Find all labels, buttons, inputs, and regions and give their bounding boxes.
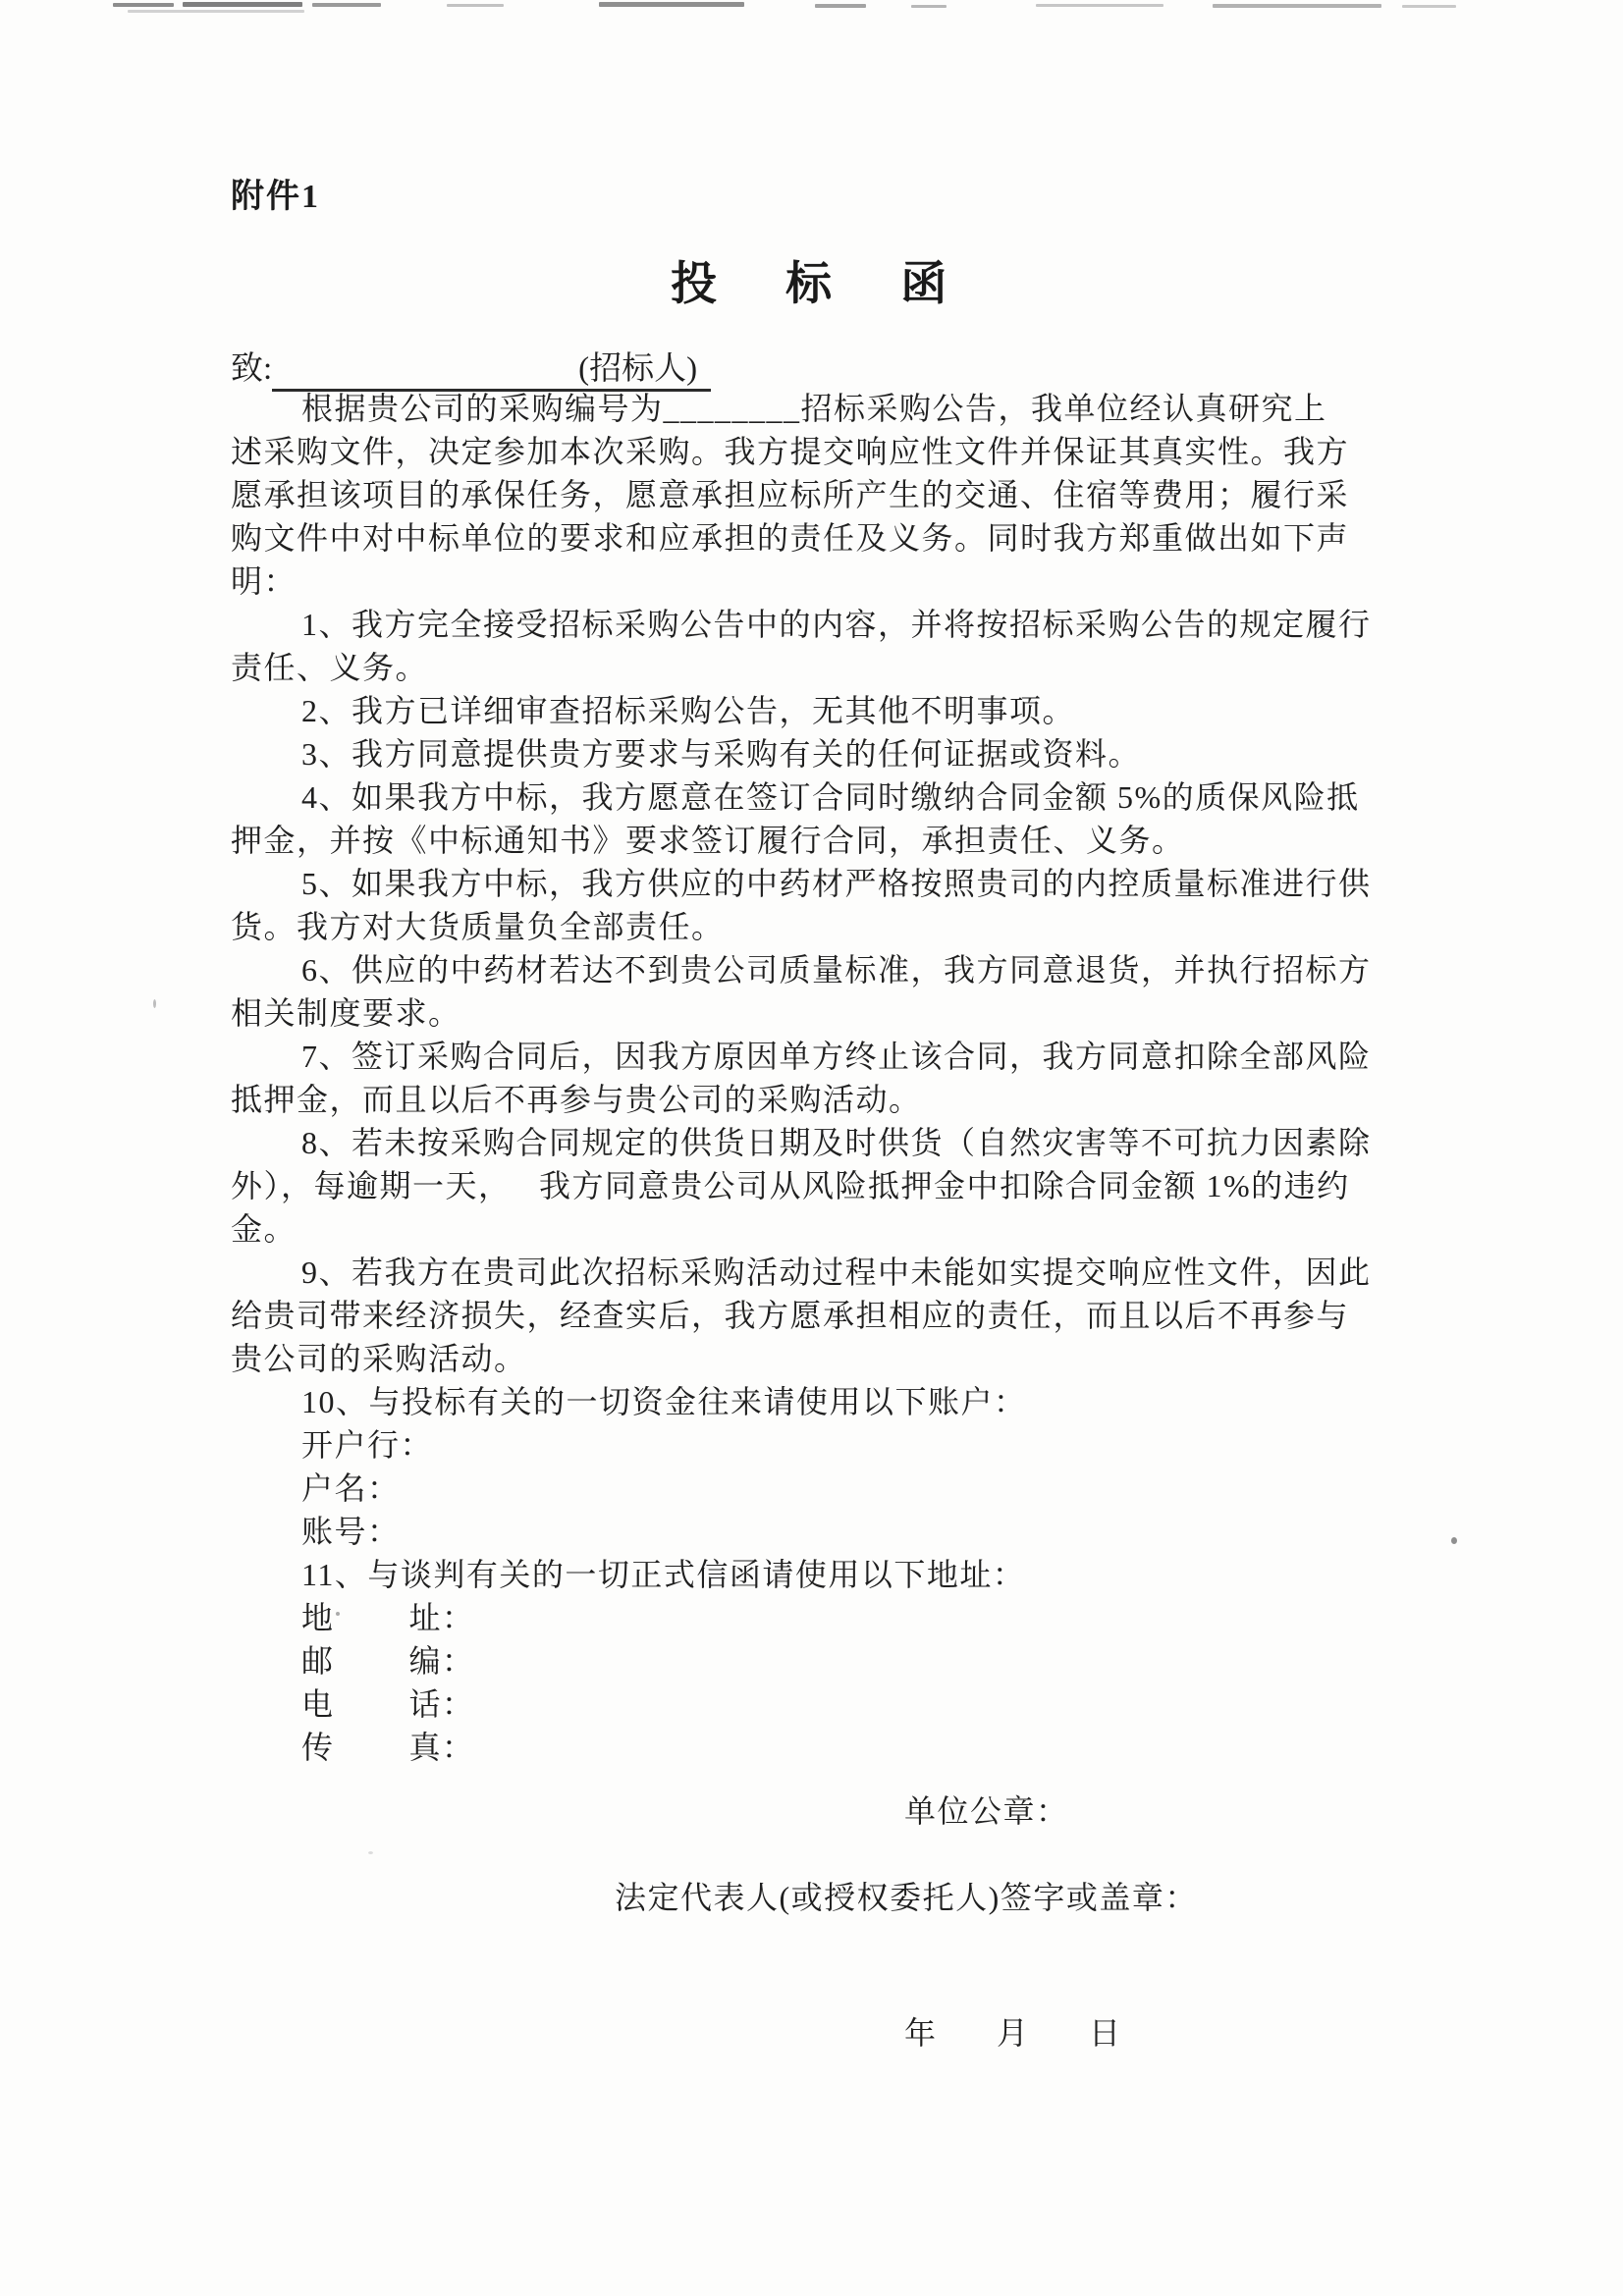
body-line: 押金，并按《中标通知书》要求签订履行合同，承担责任、义务。 [231, 823, 1185, 858]
body-line: 8、若未按采购合同规定的供货日期及时供货（自然灾害等不可抗力因素除 [301, 1125, 1372, 1160]
day-label: 日 [1089, 2015, 1121, 2051]
body-line: 10、与投标有关的一切资金往来请使用以下账户： [301, 1384, 1027, 1419]
body-line: 7、签订采购合同后，因我方原因单方终止该合同，我方同意扣除全部风险 [301, 1039, 1372, 1074]
month-label: 月 [997, 2015, 1029, 2051]
year-label: 年 [904, 2015, 937, 2051]
body-line: 传 真： [301, 1730, 475, 1765]
body-line: 外），每逾期一天， 我方同意贵公司从风险抵押金中扣除合同金额 1%的违约 [231, 1168, 1350, 1203]
body-line: 5、如果我方中标，我方供应的中药材严格按照贵司的内控质量标准进行供 [301, 866, 1372, 901]
body-line: 4、如果我方中标，我方愿意在签订合同时缴纳合同金额 5%的质保风险抵 [301, 779, 1360, 815]
scan-artifact [312, 3, 381, 7]
scan-artifact [183, 2, 302, 7]
seal-label: 单位公章： [904, 1793, 1069, 1829]
body-line: 9、若我方在贵司此次招标采购活动过程中未能如实提交响应性文件，因此 [301, 1255, 1372, 1290]
scan-artifact [599, 2, 744, 7]
scan-artifact [128, 10, 304, 13]
scan-artifact [447, 4, 504, 7]
body-line: 2、我方已详细审查招标采购公告，无其他不明事项。 [301, 693, 1076, 728]
scan-speck [368, 1851, 373, 1854]
body-line: 3、我方同意提供贵方要求与采购有关的任何证据或资料。 [301, 736, 1142, 772]
salutation-prefix: 致: [231, 351, 273, 387]
scan-artifact [815, 4, 866, 8]
body-line: 明： [231, 563, 298, 599]
body-line: 购文件中对中标单位的要求和应承担的责任及义务。同时我方郑重做出如下声 [231, 520, 1350, 556]
body-line: 11、与谈判有关的一切正式信函请使用以下地址： [301, 1557, 1026, 1592]
document-title: 投 标 函 [671, 259, 952, 310]
body-line: 抵押金，而且以后不再参与贵公司的采购活动。 [231, 1082, 922, 1117]
addressee-blank-field [272, 349, 711, 392]
scan-artifact [1213, 4, 1381, 8]
body-text [231, 387, 1409, 1769]
body-line: 1、我方完全接受招标采购公告中的内容，并将按招标采购公告的规定履行 [301, 607, 1372, 642]
body-line: 邮 编： [301, 1643, 475, 1679]
date-line [904, 2008, 1120, 2054]
body-line: 开户行： [301, 1427, 434, 1463]
body-line: 贵公司的采购活动。 [231, 1341, 527, 1376]
body-line: 电 话： [301, 1686, 475, 1722]
attachment-label: 附件1 [231, 179, 320, 215]
body-line: 户名： [301, 1470, 401, 1506]
scan-artifact [1036, 4, 1163, 7]
body-line: 6、供应的中药材若达不到贵公司质量标准，我方同意退货，并执行招标方 [301, 952, 1372, 988]
body-line: 给贵司带来经济损失，经查实后，我方愿承担相应的责任，而且以后不再参与 [231, 1298, 1350, 1333]
body-line: 账号： [301, 1514, 401, 1549]
scan-artifact [911, 5, 947, 8]
body-line: 金。 [231, 1211, 298, 1247]
salutation-line [231, 346, 711, 393]
addressee-label: (招标人) [578, 351, 698, 387]
scan-speck [1451, 1537, 1457, 1544]
scan-artifact [1402, 5, 1456, 8]
body-line: 责任、义务。 [231, 650, 429, 685]
body-line: 货。我方对大货质量负全部责任。 [231, 909, 725, 944]
scan-artifact [113, 3, 174, 7]
body-line: 根据贵公司的采购编号为________招标采购公告，我单位经认真研究上 [301, 391, 1327, 426]
body-line: 愿承担该项目的承保任务，愿意承担应标所产生的交通、住宿等费用；履行采 [231, 477, 1350, 512]
body-line: 相关制度要求。 [231, 995, 461, 1031]
scan-speck [153, 999, 156, 1008]
body-line: 述采购文件，决定参加本次采购。我方提交响应性文件并保证其真实性。我方 [231, 434, 1350, 469]
legal-rep-label: 法定代表人(或授权委托人)签字或盖章： [615, 1880, 1198, 1915]
body-line: 地 址： [301, 1600, 475, 1635]
